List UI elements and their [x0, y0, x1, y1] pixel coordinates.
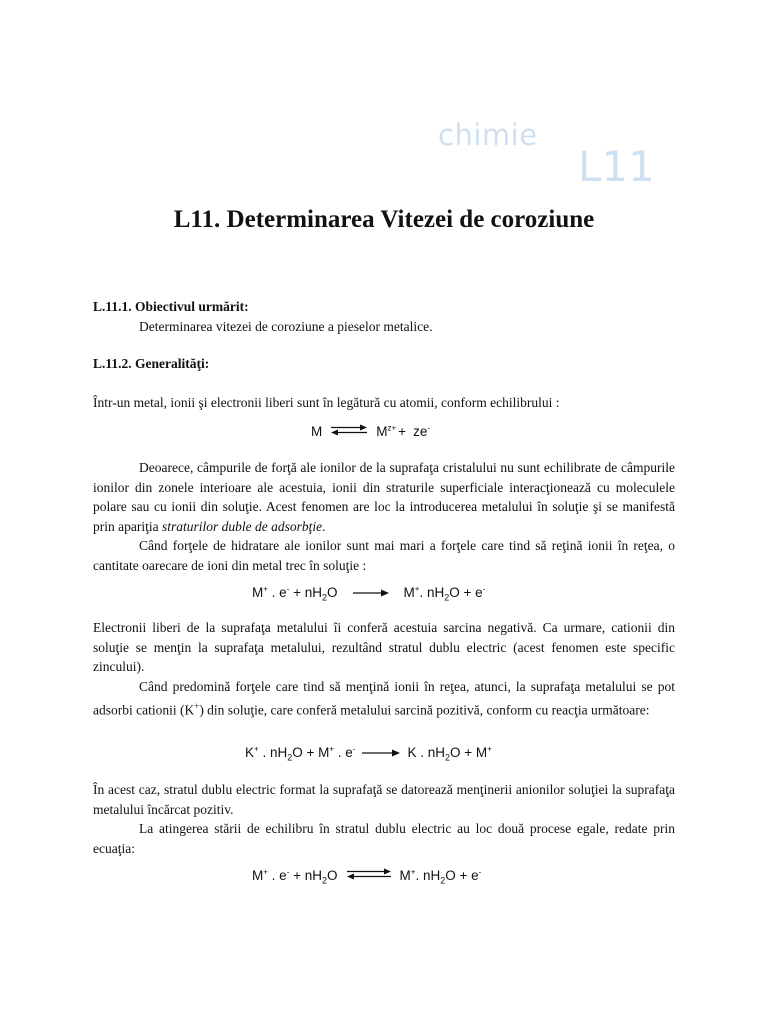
- eq1-left: M: [311, 424, 323, 439]
- equation-3: [245, 744, 492, 763]
- reaction-arrow-icon: [361, 745, 401, 760]
- header-subject: chimie: [438, 118, 538, 152]
- reaction-arrow-icon: [352, 585, 390, 600]
- page-title: L11. Determinarea Vitezei de coroziune: [173, 206, 595, 233]
- eq2-left: M+ . $e^- + nH_2O$: [252, 584, 338, 603]
- paragraph-1: Deoarece, câmpurile de forţă ale ionilor de la suprafaţa cristalului nu sunt echilibrate de câmpurile ionilor din zonele interioare ale acestuia, ionii din straturile superficiale interacţionează cu moleculele polare sau cu ionii din soluţie. Acest fenomen are loc la introducerea metalului în soluţie şi se manifestă prin apariţia straturilor duble de adsorbţie.: [93, 460, 675, 534]
- paragraph-3: Electronii liberi de la suprafaţa metalului îi conferă acestuia sarcina negativă. Ca urmare, cationii din soluţie se menţin la suprafaţa metalului, rezultând stratul dublu electric (acest fenomen este specific zincului).: [93, 620, 675, 674]
- eq4-left: M+ . $e^- + nH_2O$: [252, 867, 338, 886]
- paragraph-2: Când forţele de hidratare ale ionilor sunt mai mari a forţele care tind să reţină ionii în reţea, o cantitate oarecare de ioni din metal trec în soluţie :: [93, 538, 675, 573]
- paragraph-4: Când predomină forţele care tind să menţină ionii în reţea, atunci, la suprafaţa metalului se pot adsorbi cationii (K+) din soluţie, care conferă metalului sarcină pozitivă, conform cu reacţia următoare:: [93, 679, 675, 717]
- header-code: L11: [578, 142, 655, 191]
- section-2-intro: Într-un metal, ionii şi electronii liberi sunt în legătură cu atomii, conform echilibrului :: [93, 395, 560, 410]
- equation-2: [252, 584, 486, 603]
- eq1-right: $M^{z+}$: [376, 423, 397, 439]
- equation-4: [252, 867, 482, 886]
- paragraph-5: În acest caz, stratul dublu electric format la suprafaţă se datorează menţinerii anionilor soluţiei la suprafaţa metalului încărcat pozitiv.: [93, 782, 675, 817]
- section-1-heading: L.11.1. Obiectivul urmărit:: [93, 299, 249, 314]
- eq1-electrons: ze-: [413, 423, 430, 439]
- paragraph-6: La atingerea stării de echilibru în stratul dublu electric au loc două procese egale, redate prin ecuaţia:: [93, 821, 675, 856]
- equilibrium-arrow-icon: [346, 868, 392, 883]
- equation-1: M $M^{z+}$ + ze-: [311, 423, 430, 439]
- section-2-heading: L.11.2. Generalităţi:: [93, 356, 210, 371]
- eq2-right: M+. $nH_2O + e^-$: [403, 584, 486, 603]
- eq3-left: K+ . $nH_2O + M^+$ . e-: [245, 744, 356, 763]
- eq3-right: K . $nH_2O + M^+$: [407, 744, 492, 763]
- section-1-text: Determinarea vitezei de coroziune a pieselor metalice.: [139, 319, 433, 334]
- equilibrium-arrow-icon: [330, 424, 368, 439]
- eq4-right: M+. $nH_2O + e^-$: [399, 867, 482, 886]
